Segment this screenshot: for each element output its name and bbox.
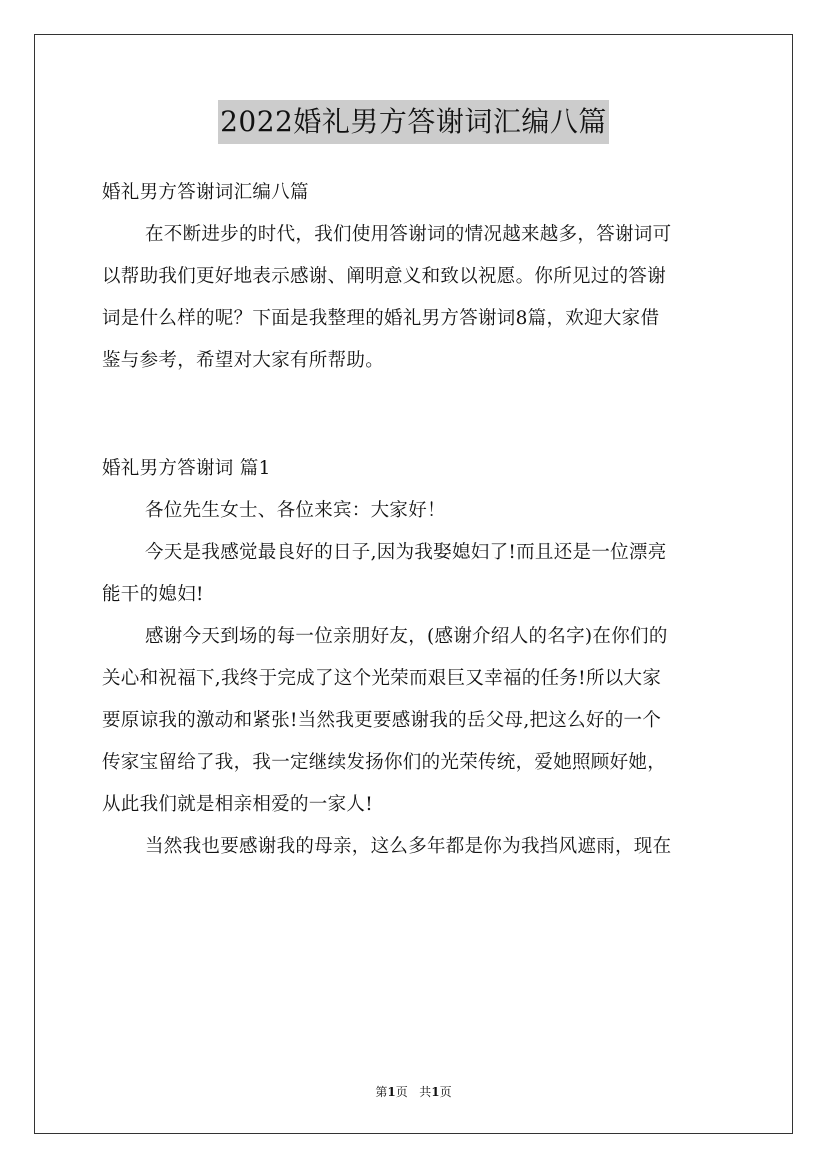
- page-number: 1: [387, 1085, 396, 1099]
- paragraph-line: 当然我也要感谢我的母亲，这么多年都是你为我挡风遮雨，现在: [145, 836, 672, 857]
- total-suffix: 页: [439, 1085, 452, 1099]
- intro-paragraph: [102, 214, 726, 382]
- paragraph-line: 能干的媳妇!: [102, 584, 204, 605]
- intro-line: 鉴与参考，希望对大家有所帮助。: [102, 350, 385, 371]
- document-body: [102, 172, 726, 868]
- intro-line: 词是什么样的呢？下面是我整理的婚礼男方答谢词8篇，欢迎大家借: [102, 308, 660, 329]
- total-pages: 1: [431, 1085, 440, 1099]
- document-title: 2022婚礼男方答谢词汇编八篇: [218, 100, 609, 144]
- paragraph-2: [102, 616, 726, 826]
- title-container: [0, 100, 827, 144]
- total-prefix: 共: [419, 1085, 432, 1099]
- page-suffix: 页: [395, 1085, 408, 1099]
- paragraph-line: 传家宝留给了我，我一定继续发扬你们的光荣传统，爱她照顾好她，: [102, 752, 667, 773]
- paragraph-1: [102, 532, 726, 616]
- document-subtitle: 婚礼男方答谢词汇编八篇: [102, 182, 309, 203]
- paragraph-line: 从此我们就是相亲相爱的一家人!: [102, 794, 373, 815]
- intro-line: 在不断进步的时代，我们使用答谢词的情况越来越多，答谢词可: [145, 224, 672, 245]
- page-footer: [0, 1082, 827, 1102]
- blank-space: [102, 382, 726, 448]
- section-heading: 婚礼男方答谢词 篇1: [102, 458, 271, 479]
- paragraph-line: 要原谅我的激动和紧张!当然我更要感谢我的岳父母,把这么好的一个: [102, 710, 662, 731]
- paragraph-line: 关心和祝福下,我终于完成了这个光荣而艰巨又幸福的任务!所以大家: [102, 668, 662, 689]
- paragraph-line: 今天是我感觉最良好的日子,因为我娶媳妇了!而且还是一位漂亮: [145, 542, 667, 563]
- paragraph-3: [102, 826, 726, 868]
- intro-line: 以帮助我们更好地表示感谢、阐明意义和致以祝愿。你所见过的答谢: [102, 266, 667, 287]
- paragraph-line: 感谢今天到场的每一位亲朋好友，(感谢介绍人的名字)在你们的: [145, 626, 668, 647]
- greeting-line: 各位先生女士、各位来宾：大家好！: [145, 500, 446, 521]
- page-prefix: 第: [375, 1085, 388, 1099]
